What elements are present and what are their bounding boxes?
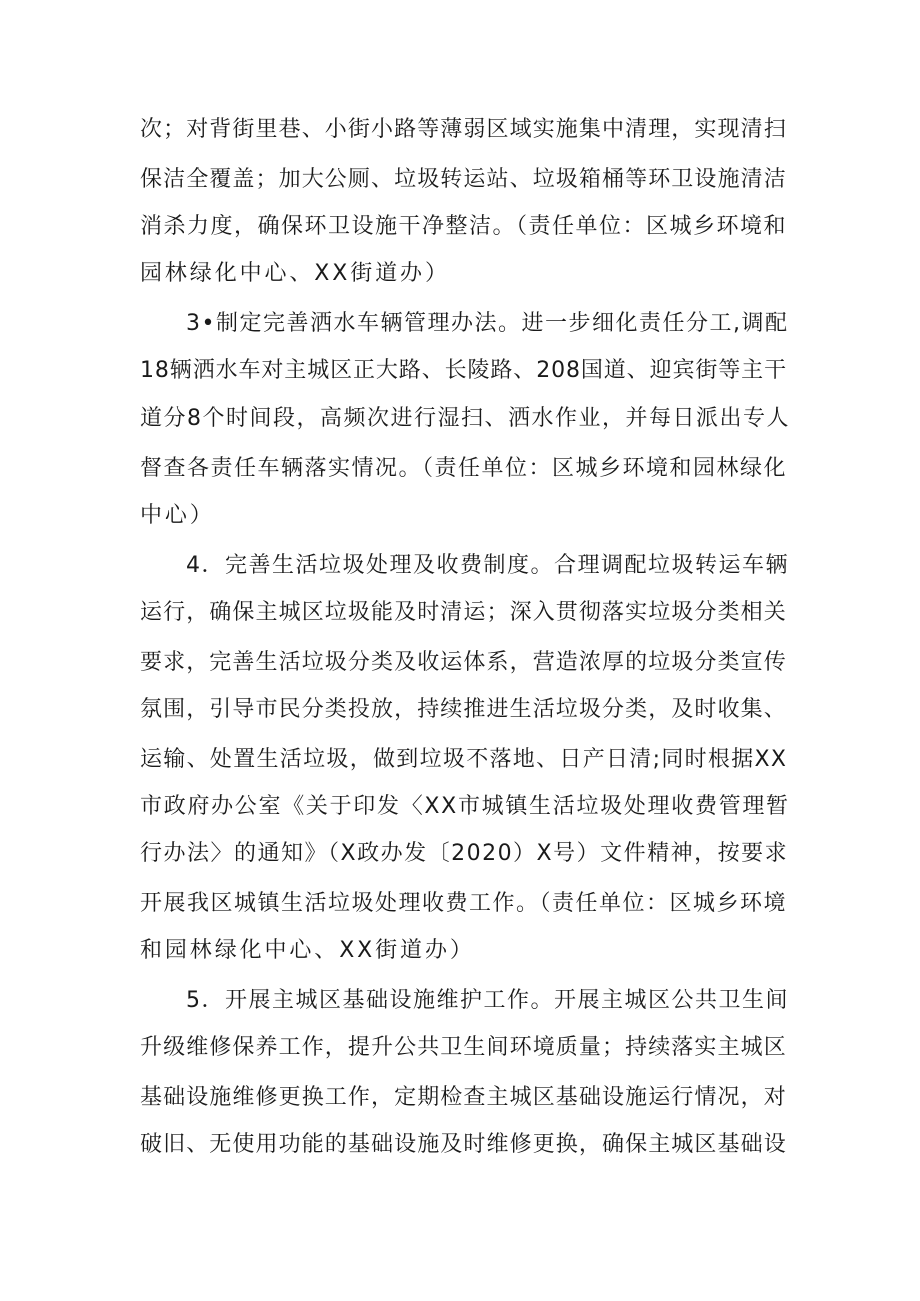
paragraph-4-line-3: 基础设施维修更换工作，定期检查主城区基础设施运行情况，对 [140, 1085, 787, 1110]
paragraph-4-line-1: 5．开展主城区基础设施维护工作。开展主城区公共卫生间 [186, 988, 789, 1013]
paragraph-2-line-5: 中心） [140, 503, 215, 528]
paragraph-1-line-3: 消杀力度，确保环卫设施干净整洁。（责任单位：区城乡环境和 [140, 214, 788, 239]
paragraph-2-line-4: 督查各责任车辆落实情况。（责任单位：区城乡环境和园林绿化 [140, 456, 788, 481]
paragraph-1-line-4: 园林绿化中心、XX街道办） [140, 261, 450, 286]
paragraph-3-line-1: 4．完善生活垃圾处理及收费制度。合理调配垃圾转运车辆 [186, 553, 789, 578]
paragraph-1-line-2: 保洁全覆盖；加大公厕、垃圾转运站、垃圾箱桶等环卫设施清洁 [140, 167, 787, 192]
paragraph-3-line-8: 开展我区城镇生活垃圾处理收费工作。（责任单位：区城乡环境 [140, 891, 788, 916]
paragraph-3-line-2: 运行，确保主城区垃圾能及时清运；深入贯彻落实垃圾分类相关 [140, 600, 787, 625]
paragraph-3-line-4: 氛围，引导市民分类投放，持续推进生活垃圾分类，及时收集、 [140, 697, 787, 722]
paragraph-3-line-5: 运输、处置生活垃圾，做到垃圾不落地、日产日清;同时根据XX [140, 747, 788, 772]
paragraph-4-line-4: 破旧、无使用功能的基础设施及时维修更换，确保主城区基础设 [140, 1132, 787, 1157]
paragraph-2-line-1: 3•制定完善洒水车辆管理办法。进一步细化责任分工,调配 [186, 311, 789, 336]
paragraph-3-line-9: 和园林绿化中心、XX街道办） [140, 938, 475, 963]
paragraph-4-line-2: 升级维修保养工作，提升公共卫生间环境质量；持续落实主城区 [140, 1035, 787, 1060]
paragraph-2-line-2: 18辆洒水车对主城区正大路、长陵路、208国道、迎宾街等主干 [140, 358, 787, 383]
paragraph-1-line-1: 次；对背街里巷、小街小路等薄弱区域实施集中清理，实现清扫 [140, 117, 787, 142]
paragraph-3-line-3: 要求，完善生活垃圾分类及收运体系，营造浓厚的垃圾分类宣传 [140, 650, 787, 675]
paragraph-3-line-7: 行办法〉的通知》（X政办发〔2020）X号）文件精神，按要求 [140, 841, 789, 866]
paragraph-2-line-3: 道分8个时间段，高频次进行湿扫、洒水作业，并每日派出专人 [140, 406, 790, 431]
paragraph-3-line-6: 市政府办公室《关于印发〈XX市城镇生活垃圾处理收费管理暂 [140, 794, 790, 819]
